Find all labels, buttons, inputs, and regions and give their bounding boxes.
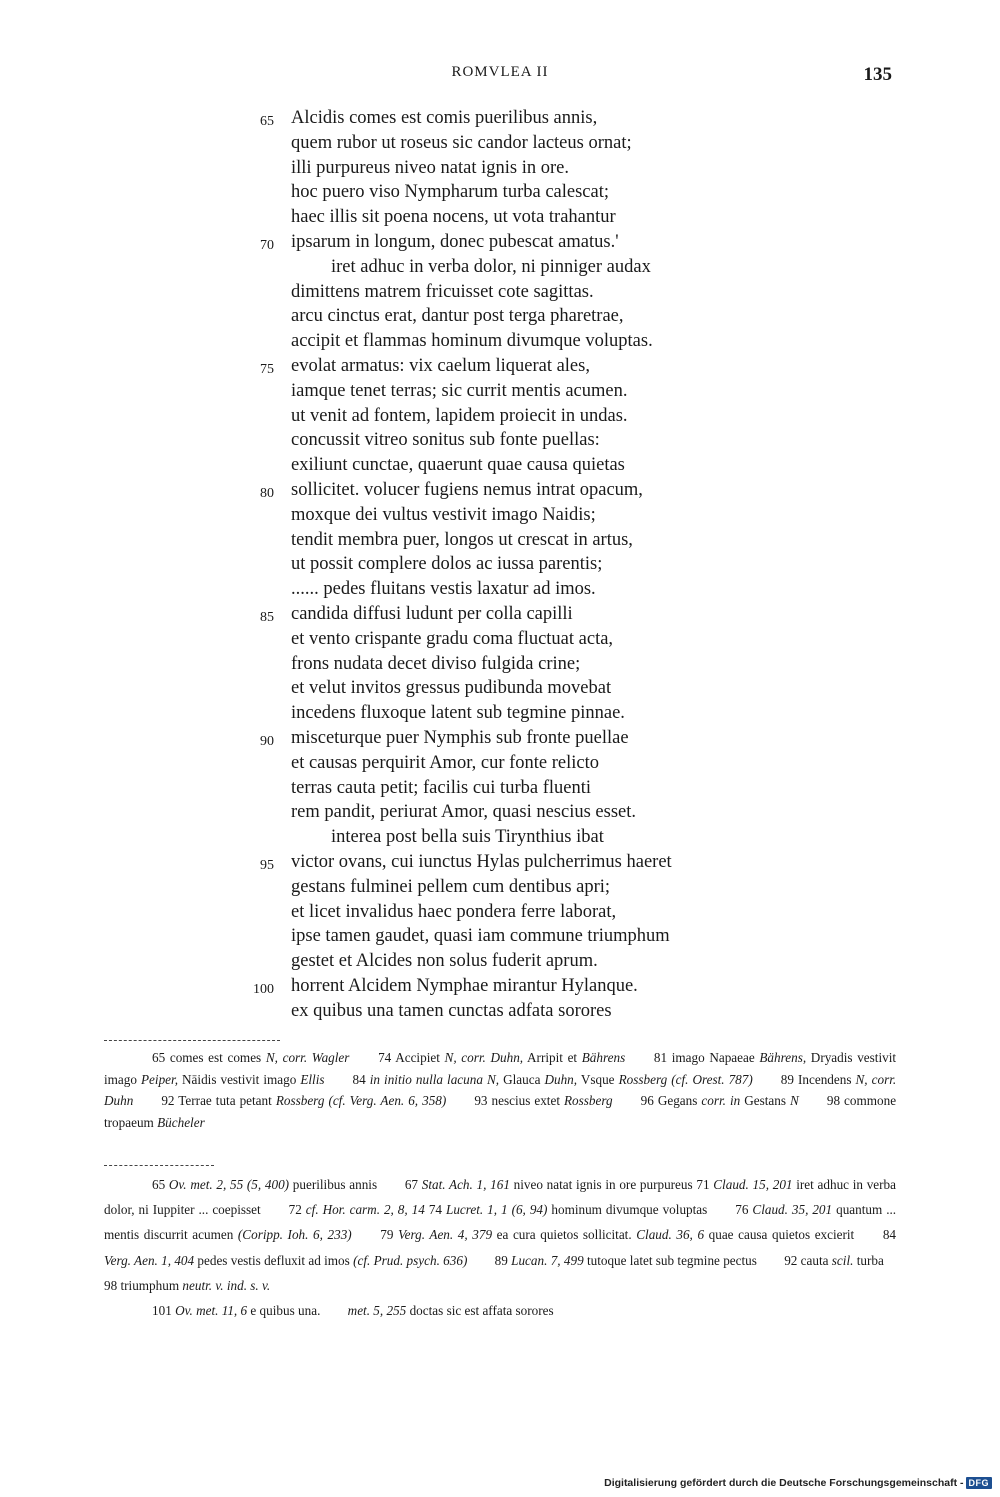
verse-line (0, 825, 1000, 850)
verse-line (0, 800, 1000, 825)
apparatus-divider (104, 1040, 280, 1041)
verse-line (0, 751, 1000, 776)
verse-line (0, 701, 1000, 726)
verse-line (0, 205, 1000, 230)
verse-line (0, 478, 1000, 503)
testimonia-notes (104, 1172, 896, 1323)
verse-text: incedens fluxoque latent sub tegmine pinnae. (291, 703, 625, 724)
verse-line (0, 627, 1000, 652)
verse-text: concussit vitreo sonitus sub fonte puellas: (291, 430, 600, 451)
verse-line (0, 230, 1000, 255)
verse-line (0, 329, 1000, 354)
verse-line (0, 156, 1000, 181)
verse-number: 85 (260, 609, 274, 625)
verse-text: accipit et flammas hominum divumque voluptas. (291, 331, 653, 352)
verse-line (0, 428, 1000, 453)
digitization-footer (604, 1477, 992, 1489)
verse-line (0, 280, 1000, 305)
verse-text: ipse tamen gaudet, quasi iam commune triumphum (291, 926, 670, 947)
poem-text (0, 106, 1000, 1023)
verse-number: 80 (260, 485, 274, 501)
footer-text: Digitalisierung gefördert durch die Deutsche Forschungsgemeinschaft - (604, 1477, 964, 1489)
verse-line (0, 503, 1000, 528)
testimonia-divider (104, 1165, 214, 1166)
verse-line (0, 875, 1000, 900)
verse-text: terras cauta petit; facilis cui turba fluenti (291, 777, 591, 798)
verse-text: sollicitet. volucer fugiens nemus intrat opacum, (291, 479, 643, 500)
verse-text: et licet invalidus haec pondera ferre laborat, (291, 901, 617, 922)
verse-text: ut venit ad fontem, lapidem proiecit in undas. (291, 405, 628, 426)
verse-line (0, 850, 1000, 875)
verse-number: 100 (253, 981, 274, 997)
verse-text: exiliunt cunctae, quaerunt quae causa quietas (291, 455, 625, 476)
verse-line (0, 552, 1000, 577)
verse-text: haec illis sit poena nocens, ut vota trahantur (291, 207, 616, 228)
verse-line (0, 453, 1000, 478)
verse-text: iamque tenet terras; sic currit mentis acumen. (291, 380, 628, 401)
apparatus-note: 65 comes est comes N, corr. Wagler 74 Accipiet N, corr. Duhn, Arripit et Bährens 81 imago Napaeae Bährens, Dryadis vestivit imago Peiper, Nāidis vestivit imago Ellis 84 in initio nulla lacuna N, Glauca Duhn, Vsque Rossberg (cf. Orest. 787) 89 Incendens N, corr. Duhn 92 Terrae tuta petant Rossberg (cf. Verg. Aen. 6, 358) 93 nescius extet Rossberg 96 Gegans corr. in Gestans N 98 commone tropaeum Bücheler (104, 1050, 897, 1130)
verse-text: moxque dei vultus vestivit imago Naidis; (291, 504, 596, 525)
verse-text: et velut invitos gressus pudibunda movebat (291, 678, 612, 699)
verse-line (0, 652, 1000, 677)
verse-text: ...... pedes fluitans vestis laxatur ad imos. (291, 579, 596, 600)
verse-line (0, 404, 1000, 429)
verse-line (0, 354, 1000, 379)
verse-text: illi purpureus niveo natat ignis in ore. (291, 157, 569, 178)
verse-text: evolat armatus: vix caelum liquerat ales, (291, 355, 590, 376)
verse-line (0, 949, 1000, 974)
verse-text: candida diffusi ludunt per colla capilli (291, 603, 573, 624)
verse-line (0, 131, 1000, 156)
page-number: 135 (863, 64, 892, 85)
verse-text: rem pandit, periurat Amor, quasi nescius esset. (291, 802, 637, 823)
verse-line (0, 900, 1000, 925)
verse-line (0, 304, 1000, 329)
verse-line (0, 106, 1000, 131)
verse-line (0, 999, 1000, 1024)
verse-number: 95 (260, 857, 274, 873)
verse-text: hoc puero viso Nympharum turba calescat; (291, 182, 609, 203)
verse-text: gestans fulminei pellem cum dentibus apri; (291, 876, 611, 897)
verse-text: quem rubor ut roseus sic candor lacteus ornat; (291, 132, 632, 153)
verse-line (0, 180, 1000, 205)
verse-number: 90 (260, 733, 274, 749)
verse-text: victor ovans, cui iunctus Hylas pulcherrimus haeret (291, 851, 672, 872)
testimonia-note: 101 Ov. met. 11, 6 e quibus una. met. 5, 255 doctas sic est affata sorores (152, 1303, 554, 1319)
verse-line (0, 602, 1000, 627)
verse-text: Alcidis comes est comis puerilibus annis, (291, 108, 598, 128)
verse-line (0, 726, 1000, 751)
verse-line (0, 776, 1000, 801)
verse-text: misceturque puer Nymphis sub fronte puellae (291, 727, 629, 748)
verse-line (0, 676, 1000, 701)
verse-number: 75 (260, 361, 274, 377)
verse-line (0, 528, 1000, 553)
verse-text: iret adhuc in verba dolor, ni pinniger audax (331, 256, 651, 277)
verse-line (0, 577, 1000, 602)
verse-text: ex quibus una tamen cunctas adfata sorores (291, 1000, 612, 1021)
verse-text: interea post bella suis Tirynthius ibat (331, 827, 604, 848)
verse-text: tendit membra puer, longos ut crescat in artus, (291, 529, 633, 550)
verse-line (0, 255, 1000, 280)
verse-text: gestet et Alcides non solus fuderit aprum. (291, 951, 598, 972)
verse-text: ut possit complere dolos ac iussa parentis; (291, 554, 603, 575)
verse-text: ipsarum in longum, donec pubescat amatus.' (291, 231, 619, 252)
verse-text: et vento crispante gradu coma fluctuat acta, (291, 628, 614, 649)
dfg-logo-icon: DFG (966, 1477, 993, 1489)
verse-number: 70 (260, 237, 274, 253)
verse-text: arcu cinctus erat, dantur post terga pharetrae, (291, 306, 624, 327)
testimonia-note: 65 Ov. met. 2, 55 (5, 400) puerilibus annis 67 Stat. Ach. 1, 161 niveo natat ignis in ore purpureus 71 Claud. 15, 201 iret adhuc in verba dolor, ni Iuppiter ... coepisset 72 cf. Hor. carm. 2, 8, 14 74 Lucret. 1, 1 (6, 94) hominum divumque voluptas 76 Claud. 35, 201 quantum ... mentis discurrit acumen (Coripp. Ioh. 6, 233) 79 Verg. Aen. 4, 379 ea cura quietos sollicitat. Claud. 36, 6 quae causa quietos excierit 84 Verg. Aen. 1, 404 pedes vestis defluxit ad imos (cf. Prud. psych. 636) 89 Lucan. 7, 499 tutoque latet sub tegmine pectus 92 cauta scil. turba 98 triumphum neutr. v. ind. s. v. (104, 1177, 897, 1293)
verse-line (0, 974, 1000, 999)
running-title: ROMVLEA II (451, 64, 549, 80)
verse-number: 65 (260, 114, 274, 129)
verse-text: frons nudata decet diviso fulgida crine; (291, 653, 581, 674)
verse-line (0, 379, 1000, 404)
verse-text: horrent Alcidem Nymphae mirantur Hylanque. (291, 975, 638, 996)
verse-text: et causas perquirit Amor, cur fonte relicto (291, 752, 599, 773)
critical-apparatus (104, 1047, 896, 1133)
verse-line (0, 924, 1000, 949)
verse-text: dimittens matrem fricuisset cote sagittas. (291, 281, 594, 302)
